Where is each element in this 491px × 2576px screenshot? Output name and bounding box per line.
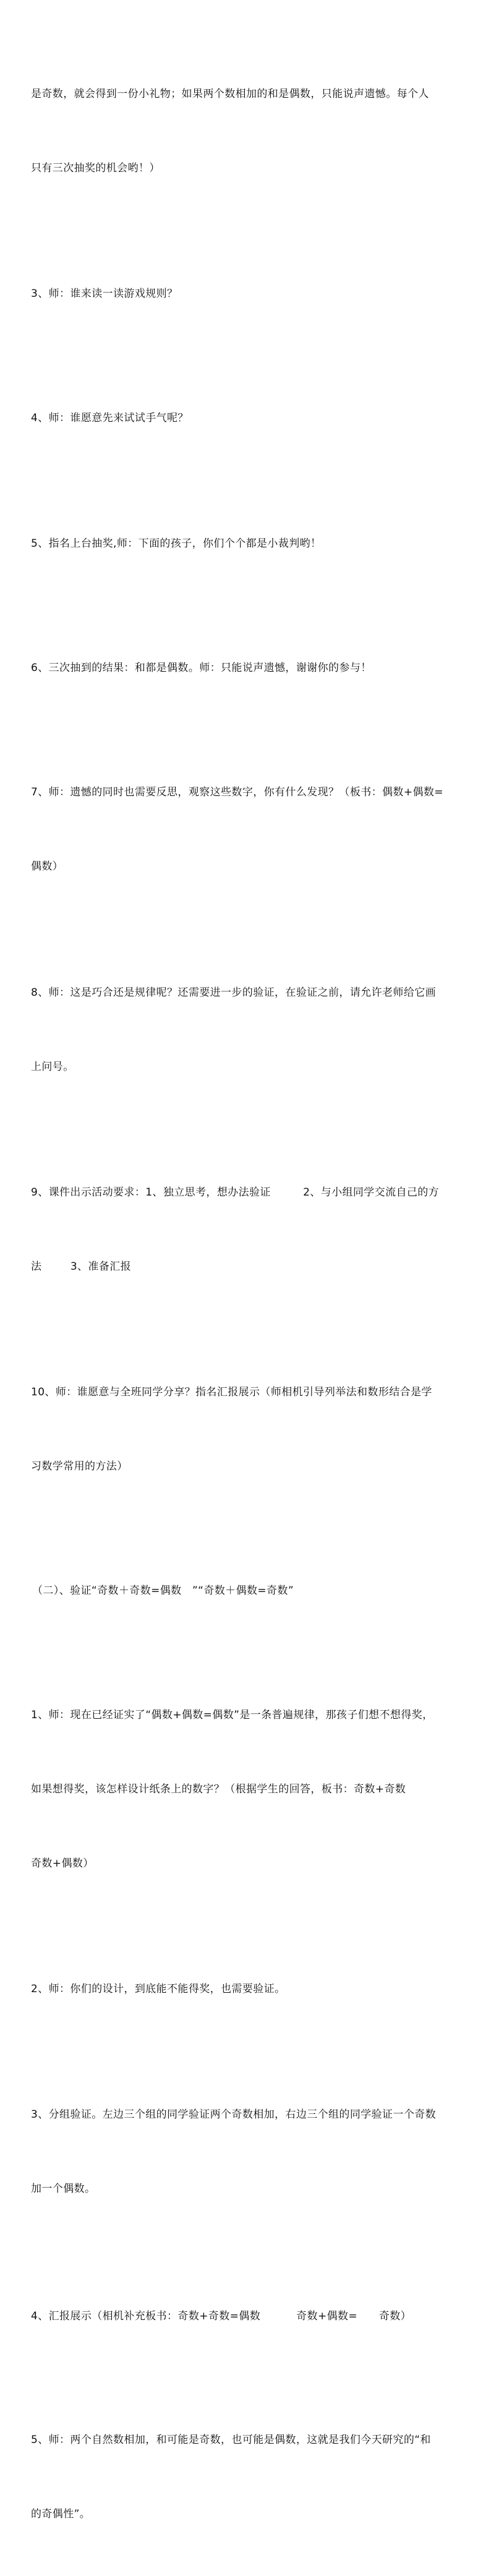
text-line: 奇数+偶数） xyxy=(31,1857,94,1870)
text-line: 8、师：这是巧合还是规律呢？还需要进一步的验证，在验证之前，请允许老师给它画 xyxy=(31,986,437,999)
text-line: 10、师：谁愿意与全班同学分享？指名汇报展示（师相机引导列举法和数形结合是学 xyxy=(31,1386,432,1398)
text-line: 2、师：你们的设计，到底能不能得奖，也需要验证。 xyxy=(31,1983,286,1995)
paragraph xyxy=(31,730,464,928)
text-line: 5、指名上台抽奖,师：下面的孩子，你们个个都是小裁判哟！ xyxy=(31,537,322,550)
paragraph xyxy=(31,1131,464,1329)
text-line: 5、师：两个自然数相加，和可能是奇数，也可能是偶数，这就是我们今天研究的“和 xyxy=(31,2434,431,2446)
text-line: 6、三次抽到的结果：和都是偶数。师：只能说声遗憾，谢谢你的参与！ xyxy=(31,662,372,674)
text-line: 9、课件出示活动要求：1、独立思考，想办法验证 2、与小组同学交流自己的方 xyxy=(31,1186,440,1199)
text-line: （二）、验证“奇数＋奇数=偶数 ”“奇数＋偶数=奇数” xyxy=(32,1585,294,1597)
paragraph xyxy=(31,2254,464,2378)
text-line: 如果想得奖，该怎样设计纸条上的数字？（根据学生的回答，板书：奇数+奇数 xyxy=(31,1783,406,1795)
text-line: 3、分组验证。左边三个组的同学验证两个奇数相加，右边三个组的同学验证一个奇数 xyxy=(31,2108,437,2121)
text-line: 加一个偶数。 xyxy=(31,2183,96,2195)
text-line: 4、汇报展示（相机补充板书：奇数+奇数=偶数 奇数+偶数= 奇数） xyxy=(31,2310,412,2322)
paragraph xyxy=(31,1653,464,1925)
paragraph xyxy=(31,232,464,356)
paragraph xyxy=(31,32,464,230)
text-line: 偶数） xyxy=(31,860,64,873)
paragraph xyxy=(31,356,464,480)
text-line: 上问号。 xyxy=(31,1061,74,1073)
text-line: 4、师：谁愿意先来试试手气呢？ xyxy=(31,412,189,424)
section-heading xyxy=(32,1529,464,1653)
text-line: 是奇数，就会得到一份小礼物；如果两个数相加的和是偶数，只能说声遗憾。每个人 xyxy=(31,88,429,100)
paragraph xyxy=(31,931,464,1129)
text-line: 1、师：现在已经证实了“偶数+偶数=偶数”是一条普遍规律，那孩子们想不想得奖， xyxy=(31,1709,433,1721)
paragraph xyxy=(31,1330,464,1528)
text-line: 只有三次抽奖的机会哟！） xyxy=(31,162,160,174)
paragraph xyxy=(31,606,464,730)
text-line: 法 3、准备汇报 xyxy=(31,1260,132,1273)
paragraph xyxy=(31,482,464,605)
text-line: 3、师：谁来读一读游戏规则？ xyxy=(31,288,178,300)
text-line: 习数学常用的方法） xyxy=(31,1460,128,1473)
paragraph xyxy=(31,2378,464,2576)
paragraph xyxy=(31,2053,464,2251)
text-line: 7、师：遗憾的同时也需要反思，观察这些数字，你有什么发现？（板书：偶数+偶数= xyxy=(31,786,443,798)
paragraph xyxy=(31,1927,464,2051)
text-line: 的奇偶性”。 xyxy=(31,2508,91,2520)
